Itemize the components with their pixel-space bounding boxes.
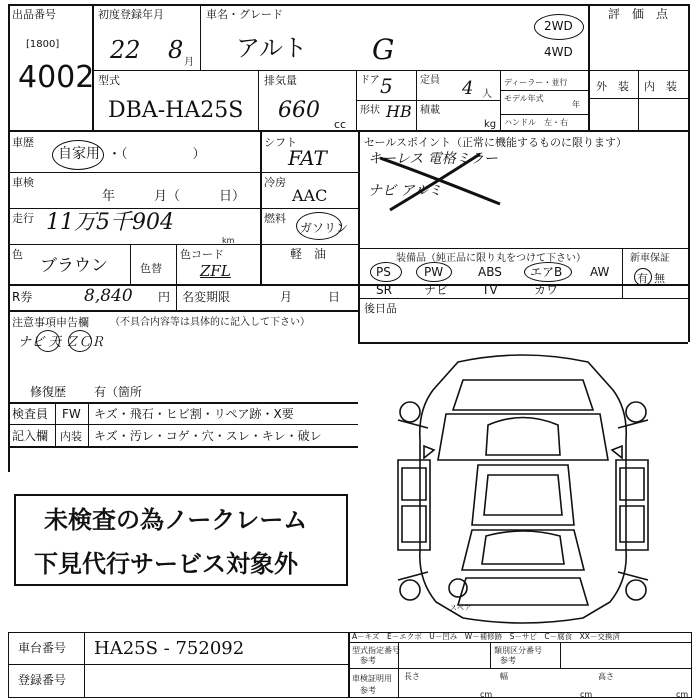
year-unit: 年 [572,100,580,109]
interior-inspect-items: キズ・汚レ・コゲ・穴・スレ・キレ・破レ [94,429,322,443]
equip-leather: カワ [534,283,559,297]
equip-abs: ABS [478,265,502,279]
color-label: 色 [12,248,23,261]
interior-inspect-label: 内装 [60,430,82,443]
notice-line2: 下見代行サービス対象外 [34,550,298,578]
history-dots: ・（ ） [108,147,206,162]
sales-points-label: セールスポイント（正常に機能するものに限ります） [364,136,628,149]
vehicle-damage-diagram [388,350,658,625]
sales-point-line1: キーレス 電格ミラー [368,151,498,167]
fw-label: FW [62,407,81,421]
first-reg-month: 8 [168,36,184,64]
sales-point-line2: ナビ アルミ [368,183,442,199]
damage-legend: A－キズ E－エクボ U－凹み W－補修跡 S－サビ C－腐食 XX－交換済 [352,632,620,641]
equip-tv: TV [482,283,498,297]
ref1-label: 型式指定番号 [352,646,400,655]
shaken-label: 車検 [12,176,34,189]
equip-airbag: エアB [530,265,563,279]
lot-number: 4002 [18,60,95,95]
first-reg-year: 22 [110,36,141,64]
price-label: R券 [12,290,33,304]
displacement-label: 排気量 [264,74,297,87]
model-year-label: モデル年式 [504,94,544,103]
registration-label: 登録番号 [18,673,67,687]
model-name: アルト [236,34,308,62]
shaken-fields: 年 月（ 日） [102,189,246,204]
name-change-label: 名変期限 [182,290,231,304]
chassis-label: 車台番号 [18,641,67,655]
height-unit: cm [676,690,689,699]
mileage-unit: km [222,236,235,245]
length-label: 長さ [404,672,420,681]
displacement-value: 660 [278,98,320,123]
capacity-value: 4 [462,78,474,99]
shape-value: HB [386,102,412,121]
model-label: 車名・グレード [206,8,283,21]
fuel-label: 燃料 [264,212,286,225]
notice-line1: 未検査の為ノークレーム [44,506,308,534]
warranty-label: 新車保証 [630,253,670,264]
interior-label: 内 装 [644,80,677,93]
fw-items: キズ・飛石・ヒビ割・リペア跡・X要 [94,407,294,421]
lot-label: 出品番号 [12,8,56,21]
capacity-label: 定員 [420,75,440,86]
first-reg-label: 初度登録年月 [98,8,164,21]
price-unit: 円 [158,290,171,304]
color-code-value: ZFL [200,262,231,280]
doors-value: 5 [380,74,393,98]
handle-label: ハンドル 左・右 [504,118,568,127]
doors-label: ドア [360,75,380,86]
ref2-sub: 参考 [500,656,516,665]
displacement-unit: cc [334,118,347,131]
load-label: 積載 [420,105,440,116]
color-value: ブラウン [40,256,108,276]
height-label: 高さ [598,672,614,681]
type-value: DBA-HA25S [108,98,244,123]
equip-sr: SR [376,283,392,297]
mileage-label: 走行 [12,212,34,225]
repaint-label: 色替 [140,262,162,275]
repair-label: 修復歴 [30,385,67,399]
mileage-value: 11万5千904 [46,210,174,235]
spare-label: スペア [450,604,471,612]
shape-label: 形状 [360,105,380,116]
grade: G [372,33,395,66]
notes-hint: （不具合内容等は具体的に記入して下さい） [110,317,310,328]
note-circle-1 [36,330,60,352]
equipment-label: 装備品（純正品に限り丸をつけて下さい） [396,253,586,264]
chassis-value: HA25S - 752092 [94,638,245,659]
fuel-petrol: ガソリン [300,221,349,235]
warranty-yes: 有 [637,272,648,285]
name-change-fields: 月 日 [280,290,341,304]
length-unit: cm [480,690,493,699]
capacity-unit: 人 [482,89,492,100]
history-value: 自家用 [58,146,100,162]
price-value: 8,840 [84,286,133,306]
aircon-label: 冷房 [264,176,286,189]
equip-pw: PW [424,265,444,279]
equip-aw: AW [590,265,610,279]
drive-4wd: 4WD [544,45,573,59]
shift-value: FAT [288,146,327,170]
note-circle-2 [68,330,92,352]
dealer-label: ディーラー・並行 [504,78,568,87]
width-unit: cm [580,690,593,699]
exterior-label: 外 装 [596,80,629,93]
lot-prefix: [1800] [26,39,60,50]
type-label: 型式 [98,74,120,87]
ref2-label: 類別区分番号 [494,646,542,655]
color-code-label: 色コード [180,248,224,261]
sales-points-crossout [360,140,520,216]
shift-label: シフト [264,136,297,149]
notes-written: ナビ 天 ＺＣＲ [18,335,105,350]
warranty-no: 無 [654,272,665,285]
cert-sub: 参考 [360,686,376,695]
later-items-label: 後日品 [364,302,397,315]
inspector-label-top: 検査員 [12,407,49,421]
rating-label: 評 価 点 [608,7,669,21]
load-unit: kg [484,119,497,130]
fuel-light-oil: 軽 油 [290,247,327,261]
month-unit: 月 [184,57,194,68]
repair-value: 有（箇所 [94,385,143,399]
equip-navi: ナビ [424,283,449,297]
notes-label: 注意事項申告欄 [12,316,89,329]
ref1-sub: 参考 [360,656,376,665]
drive-2wd: 2WD [544,19,573,33]
cert-label: 車検証明用 [352,674,392,683]
history-label: 車歴 [12,136,34,149]
aircon-value: AAC [292,186,328,205]
inspector-label-bottom: 記入欄 [12,429,49,443]
width-label: 幅 [500,672,508,681]
equip-ps: PS [376,265,391,279]
